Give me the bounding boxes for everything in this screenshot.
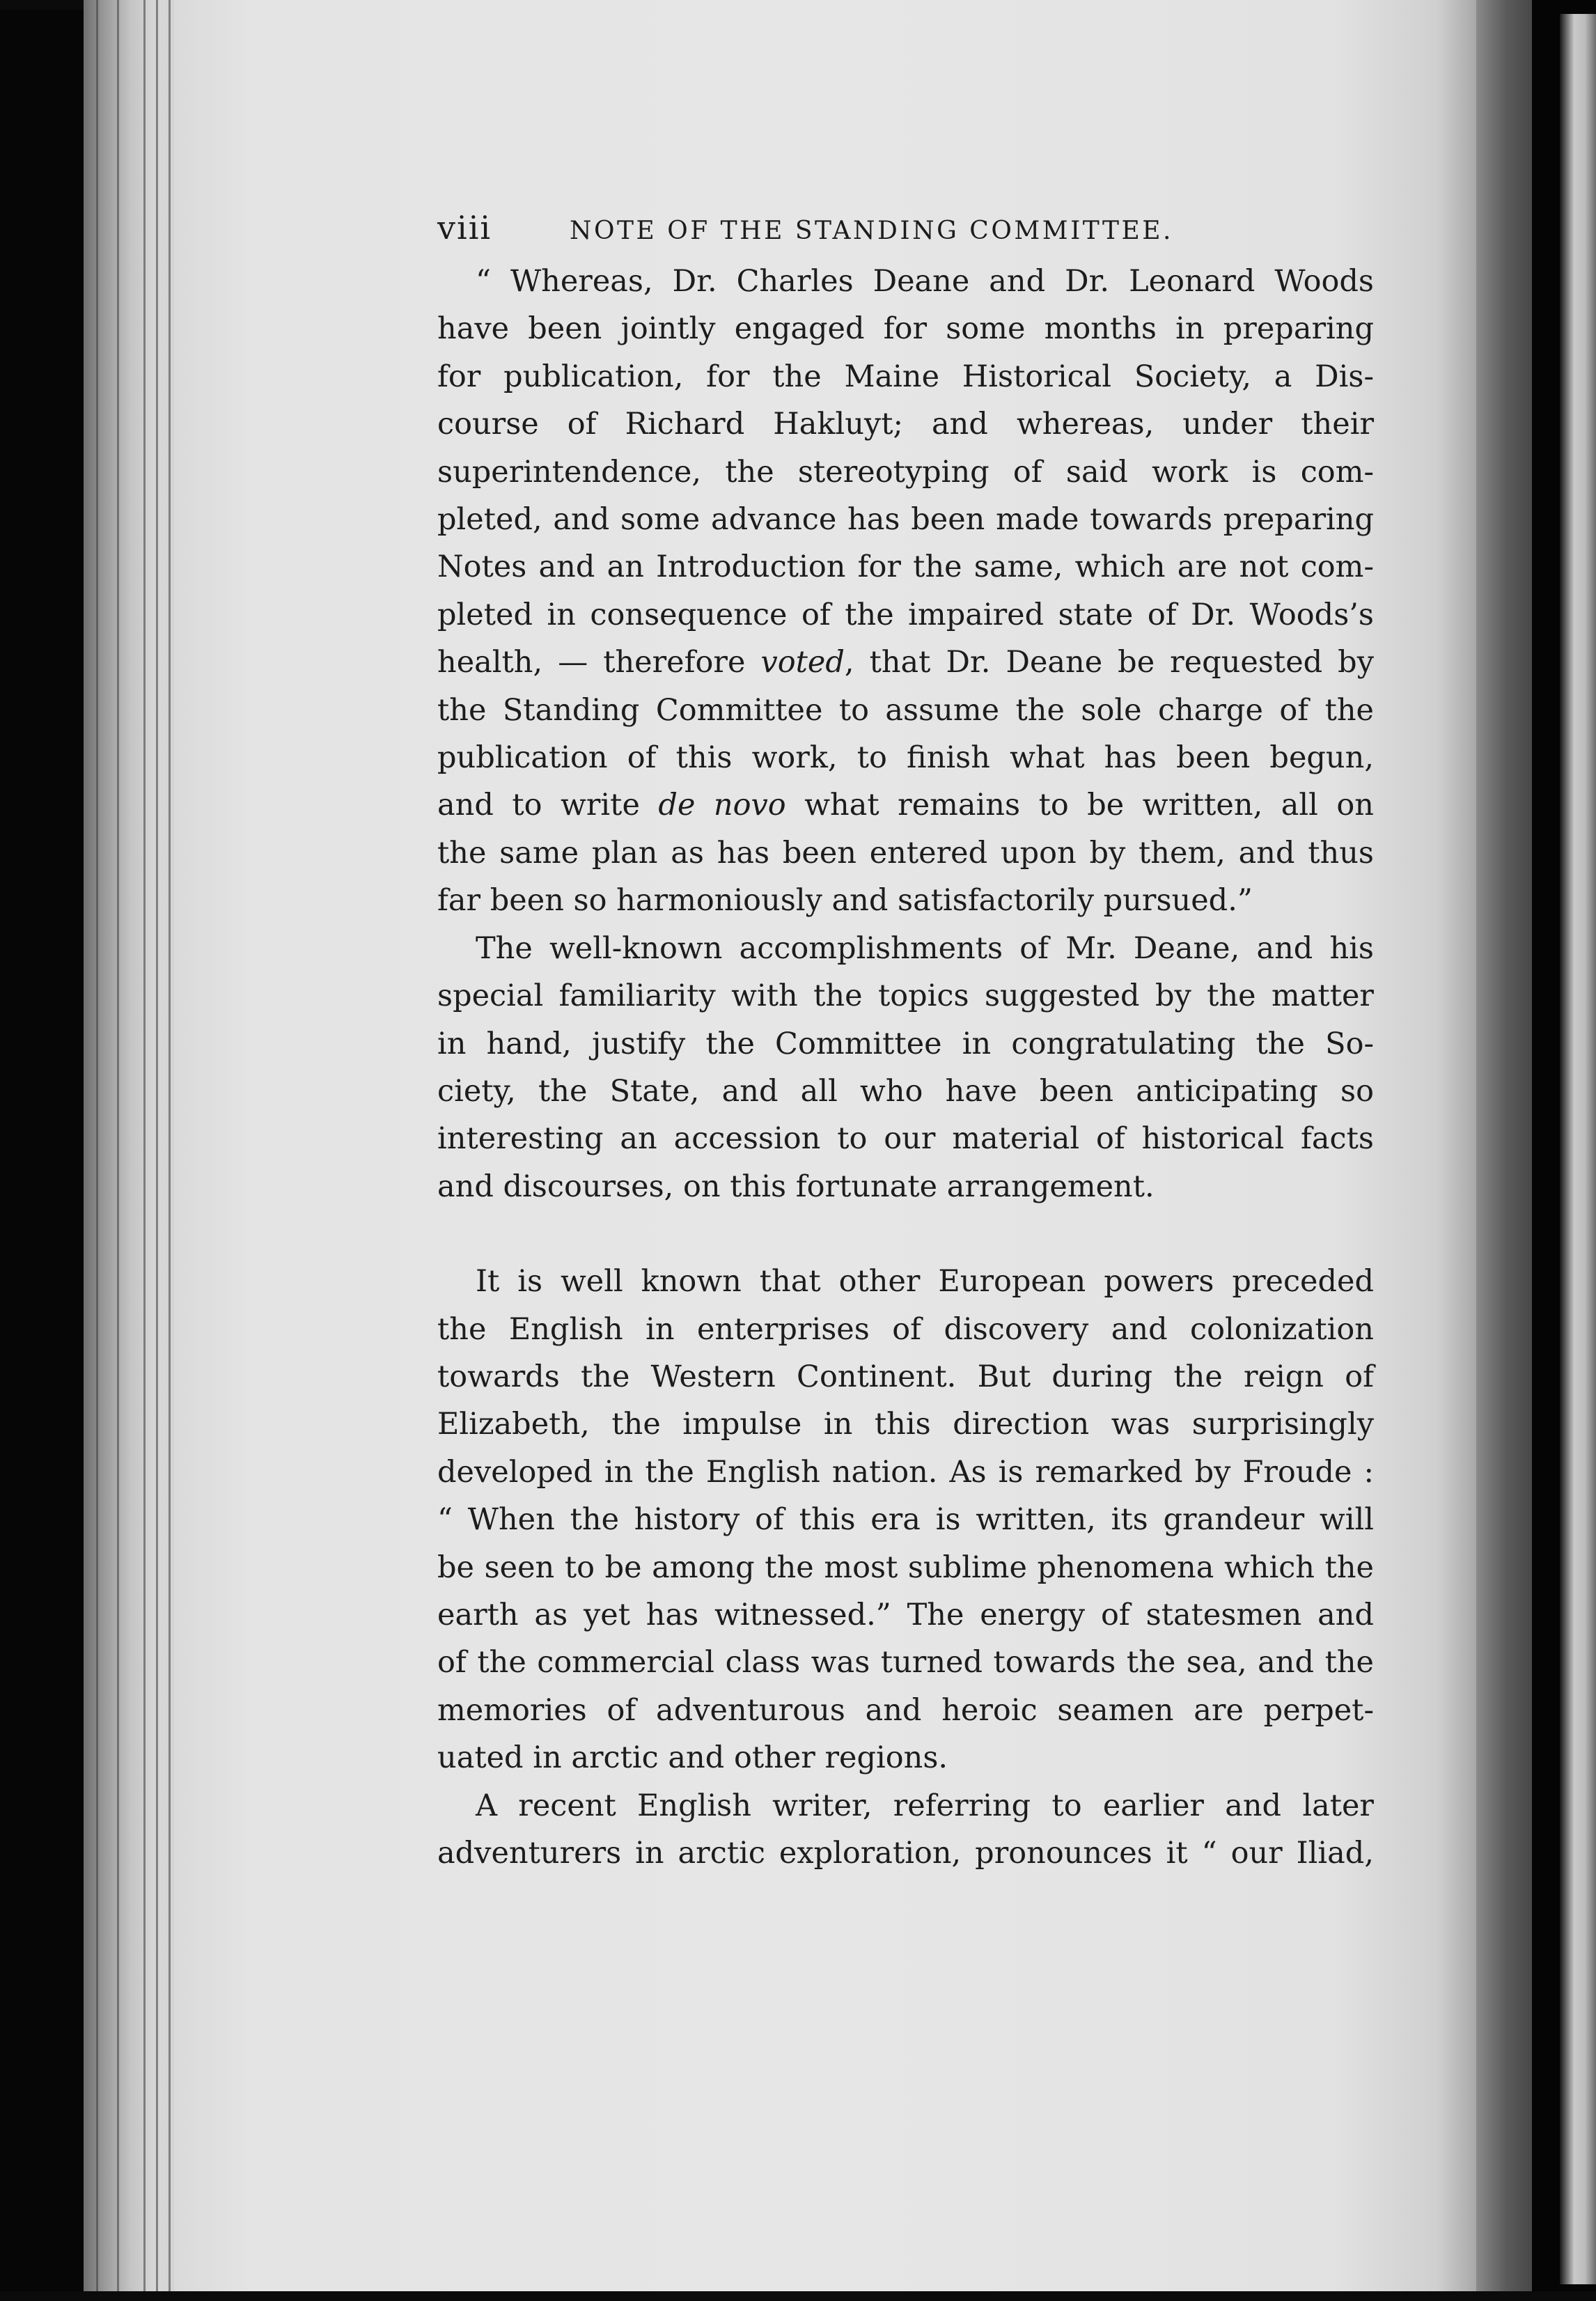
text-line: have been jointly engaged for some months in preparing xyxy=(437,311,1374,347)
italic-phrase: de novo xyxy=(658,788,786,823)
running-head-title: NOTE OF THE STANDING COMMITTEE. xyxy=(570,217,1173,245)
paragraph-recent-writer xyxy=(437,1782,1374,1878)
text-line: and discourses, on this fortunate arrangement. xyxy=(437,1169,1155,1204)
next-leaf-edge xyxy=(1560,14,1596,2284)
paragraph-european-powers xyxy=(437,1258,1374,1781)
text-line: towards the Western Continent. But during the reign of xyxy=(437,1359,1374,1394)
leaf-edge-line xyxy=(169,0,171,2301)
text-line: “ Whereas, Dr. Charles Deane and Dr. Leonard Woods xyxy=(476,264,1374,299)
text-line: uated in arctic and other regions. xyxy=(437,1740,948,1776)
text-line: Notes and an Introduction for the same, which are not com- xyxy=(437,549,1374,585)
text-line: superintendence, the stereotyping of said work is com- xyxy=(437,454,1374,490)
text-line: adventurers in arctic exploration, pronounces it “ our Iliad, xyxy=(437,1836,1374,1871)
text-line: for publication, for the Maine Historical Society, a Dis- xyxy=(437,359,1374,394)
text-line: developed in the English nation. As is remarked by Froude : xyxy=(437,1454,1374,1490)
text-line: pleted, and some advance has been made towards preparing xyxy=(437,502,1374,538)
text-line: the Standing Committee to assume the sole charge of the xyxy=(437,692,1374,728)
leaf-edge-line xyxy=(156,0,158,2301)
leaf-edge-line xyxy=(143,0,146,2301)
text-line: A recent English writer, referring to earlier and later xyxy=(476,1788,1374,1823)
text-line: of the commercial class was turned towards the sea, and the xyxy=(437,1645,1374,1680)
text-line: the same plan as has been entered upon by them, and thus xyxy=(437,835,1374,871)
text-line: and to write de novo what remains to be written, all on xyxy=(437,788,1375,823)
page-text xyxy=(437,209,1374,1877)
text-line: far been so harmoniously and satisfactorily pursued.” xyxy=(437,883,1253,919)
text-line: course of Richard Hakluyt; and whereas, under their xyxy=(437,407,1374,442)
section-break xyxy=(437,1210,1374,1258)
leaf-edge-line xyxy=(117,0,119,2301)
text-line: publication of this work, to finish what has been begun, xyxy=(437,740,1374,776)
text-line: The well-known accomplishments of Mr. Deane, and his xyxy=(476,930,1374,966)
text-line: pleted in consequence of the impaired state of Dr. Woods’s xyxy=(437,597,1374,632)
paragraph-resolution xyxy=(437,258,1374,925)
text-line: ciety, the State, and all who have been anticipating so xyxy=(437,1073,1374,1109)
scan-bottom-border xyxy=(0,2291,1596,2301)
text-line: It is well known that other European powers preceded xyxy=(476,1264,1374,1300)
leaf-edge-line xyxy=(96,0,98,2301)
text-line: memories of adventurous and heroic seamen are perpet- xyxy=(437,1692,1374,1728)
page-number: viii xyxy=(437,209,492,247)
book-fore-edge xyxy=(84,0,188,2301)
text-line: special familiarity with the topics suggested by the matter xyxy=(437,978,1374,1014)
text-line: “ When the history of this era is written, its grandeur will xyxy=(437,1502,1374,1538)
paragraph-accomplishments xyxy=(437,925,1374,1210)
text-line: Elizabeth, the impulse in this direction was surprisingly xyxy=(437,1407,1374,1442)
italic-phrase: voted xyxy=(760,645,845,680)
text-line: interesting an accession to our material of historical facts xyxy=(437,1121,1374,1157)
text-line: in hand, justify the Committee in congratulating the So- xyxy=(437,1026,1374,1061)
running-head xyxy=(437,209,1374,258)
text-line: be seen to be among the most sublime phenomena which the xyxy=(437,1550,1374,1585)
text-line: the English in enterprises of discovery and colonization xyxy=(437,1311,1374,1347)
text-line: earth as yet has witnessed.” The energy of statesmen and xyxy=(437,1597,1374,1632)
text-line: health, — therefore voted, that Dr. Deane be requested by xyxy=(437,645,1374,680)
